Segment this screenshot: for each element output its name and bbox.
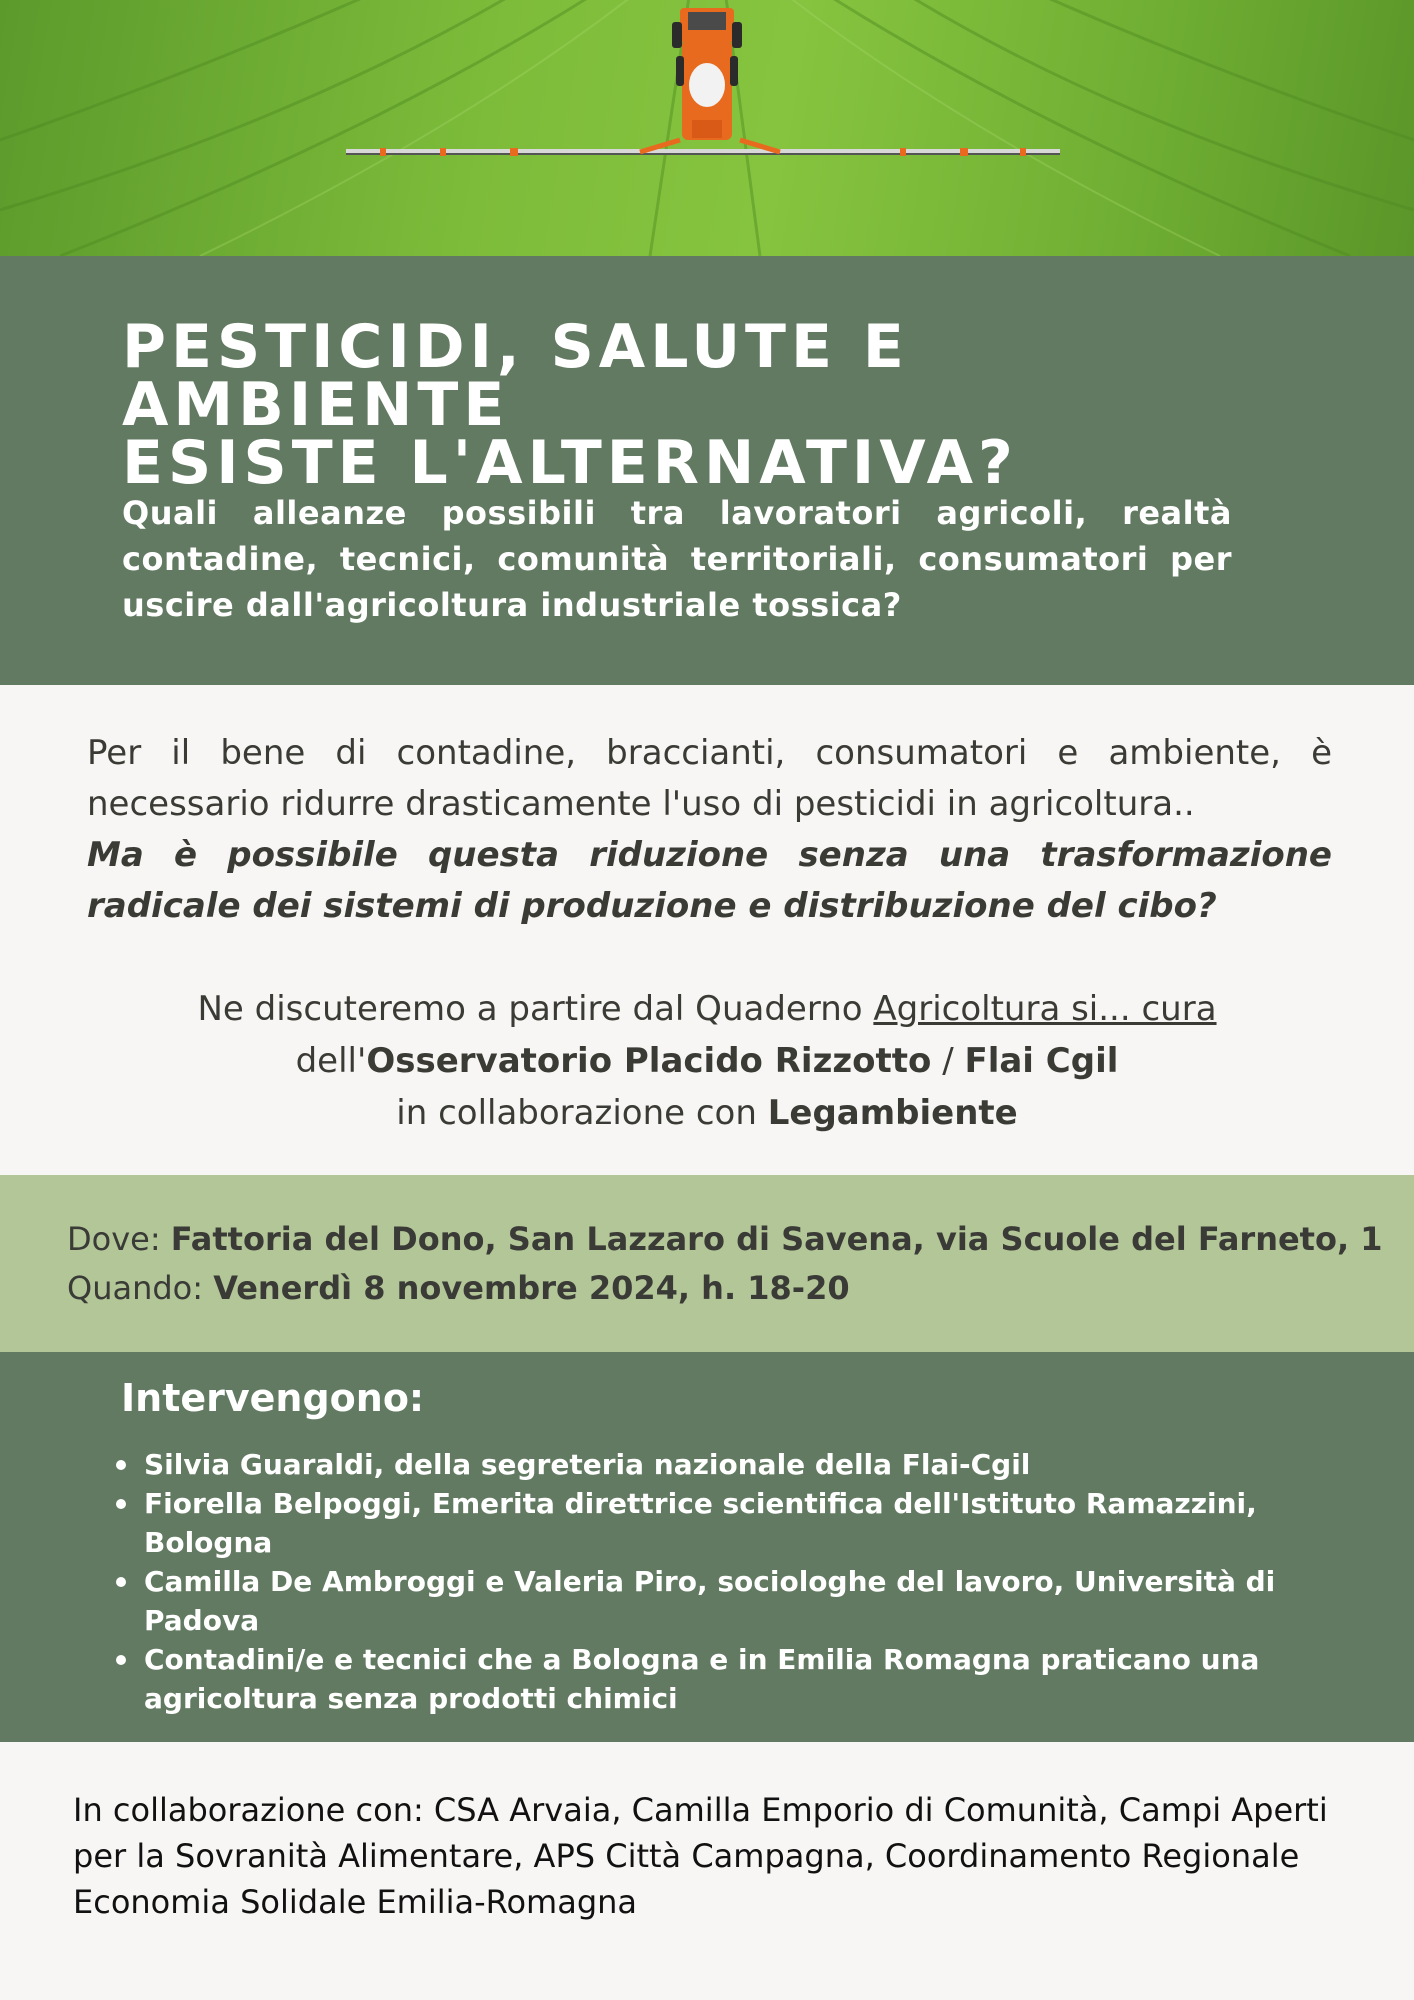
discussion-of: dell': [295, 1041, 367, 1081]
book-title: Agricoltura si... cura: [873, 989, 1217, 1029]
discussion-line-2: [0, 1035, 1414, 1087]
collaboration-text: In collaborazione con: CSA Arvaia, Camilla Emporio di Comunità, Campi Aperti per la Sovranità Alimentare, APS Città Campagna, Coordinamento Regionale Economia Solidale Emilia-Romagna: [73, 1791, 1328, 1921]
title-line-1: PESTICIDI, SALUTE E AMBIENTE: [122, 312, 909, 440]
intro-paragraph: [87, 728, 1332, 932]
title-line-2: ESISTE L'ALTERNATIVA?: [122, 428, 1018, 498]
subtitle: Quali alleanze possibili tra lavoratori agricoli, realtà contadine, tecnici, comunità territoriali, consumatori per uscire dall'agricoltura industriale tossica?: [122, 494, 1232, 624]
speakers-list: [144, 1445, 1344, 1718]
when-value: Venerdì 8 novembre 2024, h. 18-20: [213, 1269, 850, 1307]
intro-text: Per il bene di contadine, braccianti, consumatori e ambiente, è necessario ridurre drasticamente l'uso di pesticidi in agricoltura..: [87, 733, 1332, 824]
when-row: [67, 1264, 1397, 1313]
list-item: Contadini/e e tecnici che a Bologna e in Emilia Romagna praticano una agricoltura senza prodotti chimici: [144, 1640, 1344, 1718]
discussion-block: [0, 983, 1414, 1139]
list-item: Silvia Guaraldi, della segreteria nazionale della Flai-Cgil: [144, 1445, 1344, 1484]
where-label: Dove:: [67, 1220, 171, 1258]
separator: /: [931, 1041, 965, 1081]
discussion-line-1: [0, 983, 1414, 1035]
when-label: Quando:: [67, 1269, 214, 1307]
speakers-heading: Intervengono:: [121, 1376, 425, 1420]
discussion-line-3: [0, 1087, 1414, 1139]
intro-question: Ma è possibile questa riduzione senza una trasformazione radicale dei sistemi di produzione e distribuzione del cibo?: [87, 835, 1332, 926]
list-item: Camilla De Ambroggi e Valeria Piro, sociologhe del lavoro, Università di Padova: [144, 1562, 1344, 1640]
page-title: [122, 312, 1322, 498]
where-value: Fattoria del Dono, San Lazzaro di Savena, via Scuole del Farneto, 1: [170, 1220, 1383, 1258]
discussion-prefix: Ne discuteremo a partire dal Quaderno: [197, 989, 874, 1029]
collab-prefix: in collaborazione con: [396, 1093, 768, 1133]
observatory-name: Osservatorio Placido Rizzotto: [366, 1041, 932, 1081]
tractor-icon: [0, 0, 1414, 256]
where-row: [67, 1215, 1397, 1264]
partner-name: Legambiente: [767, 1093, 1018, 1133]
union-name: Flai Cgil: [964, 1041, 1119, 1081]
list-item: Fiorella Belpoggi, Emerita direttrice scientifica dell'Istituto Ramazzini, Bologna: [144, 1484, 1344, 1562]
event-details: [67, 1215, 1397, 1313]
hero-image: [0, 0, 1414, 256]
